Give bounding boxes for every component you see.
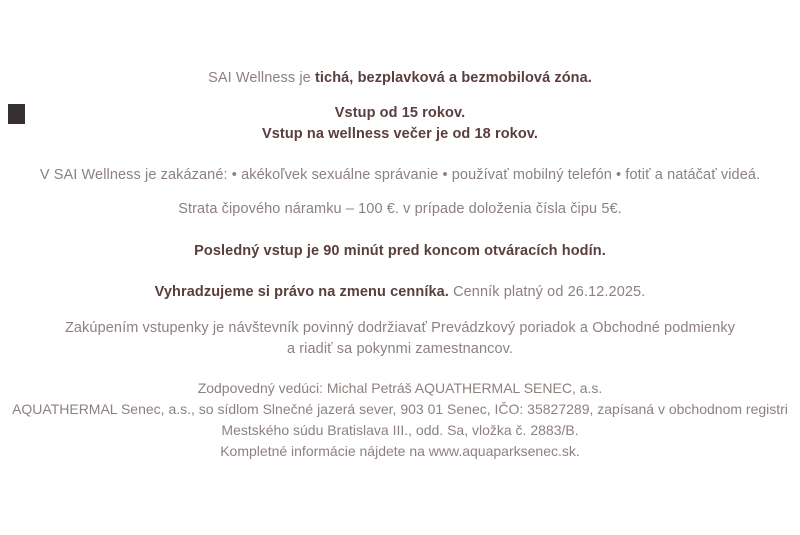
intro-line [0, 68, 800, 89]
intro-bold-text: tichá, bezplavková a bezmobilová zóna. [314, 70, 592, 86]
purchase-rules-line-1: Zakúpením vstupenky je návštevník povinný dodržiavať Prevádzkový poriadok a Obchodné podmienky [64, 320, 736, 336]
forbidden-rules-line: V SAI Wellness je zakázané: • akékoľvek sexuálne správanie • používať mobilný telefón • fotiť a natáčať videá. [39, 167, 761, 183]
footer-company-registry: AQUATHERMAL Senec, a.s., so sídlom Slnečné jazerá sever, 903 01 Senec, IČO: 35827289, zapísaná v obchodnom registri [12, 401, 788, 417]
footer-responsible-manager: Zodpovedný vedúci: Michal Petráš AQUATHERMAL SENEC, a.s. [197, 380, 603, 396]
footer-court-entry: Mestského súdu Bratislava III., odd. Sa, vložka č. 2883/B. [221, 422, 579, 438]
wellness-info-page [0, 68, 800, 535]
footer-block [0, 378, 800, 462]
footer-website-info: Kompletné informácie nájdete na www.aquaparksenec.sk. [220, 443, 580, 459]
price-change-normal-text: Cenník platný od 26.12.2025. [448, 284, 646, 300]
intro-normal-text: SAI Wellness je [208, 70, 315, 86]
corner-square-mark [8, 104, 25, 124]
age-rules-block [0, 103, 800, 145]
chip-loss-line: Strata čipového náramku – 100 €. v prípade doloženia čísla čipu 5€. [178, 201, 622, 217]
last-entry-line: Posledný vstup je 90 minút pred koncom otváracích hodín. [194, 243, 606, 259]
purchase-rules-line-2: a riadiť sa pokynmi zamestnancov. [286, 341, 514, 357]
age-rule-18: Vstup na wellness večer je od 18 rokov. [261, 126, 539, 142]
purchase-rules-block [0, 318, 800, 360]
age-rule-15: Vstup od 15 rokov. [334, 105, 466, 121]
price-change-bold-text: Vyhradzujeme si právo na zmenu cenníka. [154, 284, 449, 300]
price-change-line [0, 282, 800, 303]
